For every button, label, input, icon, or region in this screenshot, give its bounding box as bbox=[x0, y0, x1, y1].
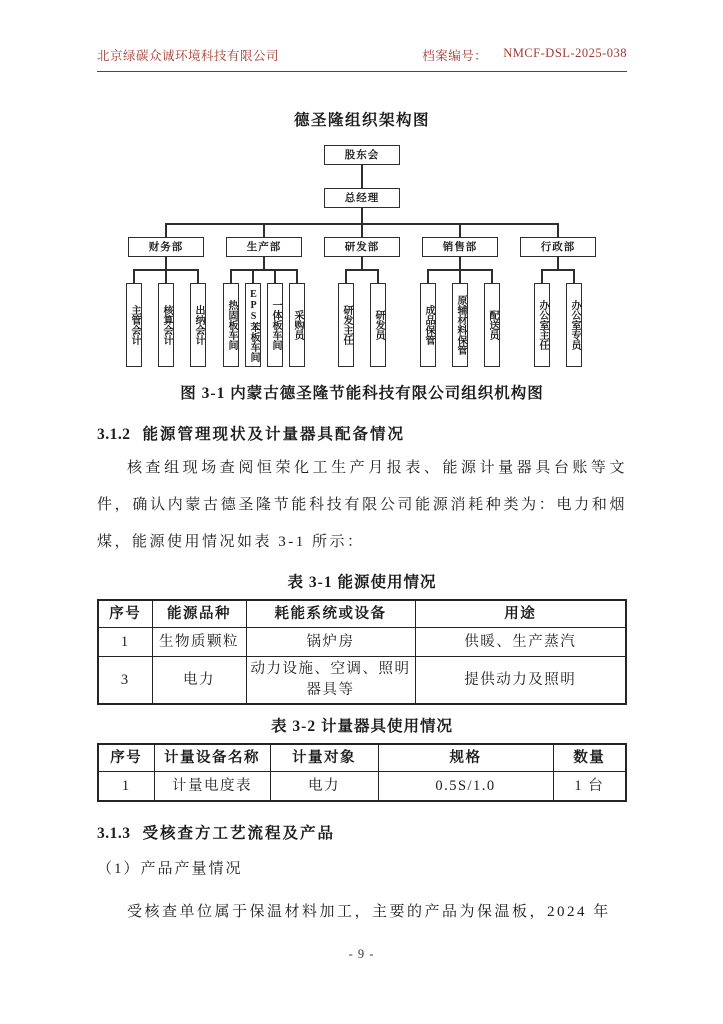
header-company-name: 北京绿碳众诚环境科技有限公司 bbox=[97, 49, 280, 63]
column-header: 用途 bbox=[415, 600, 626, 628]
table-header-row bbox=[98, 744, 626, 772]
org-dept-box: 研发部 bbox=[324, 237, 400, 257]
connector-line bbox=[361, 165, 363, 188]
org-leaf bbox=[476, 269, 508, 367]
page-content bbox=[97, 108, 627, 931]
org-leaf bbox=[182, 269, 214, 367]
section-title: 能源管理现状及计量器具配备情况 bbox=[142, 426, 406, 443]
table32-title: 表 3-2 计量器具使用情况 bbox=[271, 718, 453, 735]
table-cell: 3 bbox=[98, 657, 152, 705]
connector-line bbox=[165, 257, 167, 269]
orgchart-title: 德圣隆组织架构图 bbox=[293, 112, 430, 129]
org-node-shareholders: 股东会 bbox=[324, 145, 400, 165]
column-header: 数量 bbox=[553, 744, 626, 772]
paragraph-312: 核查组现场查阅恒荣化工生产月报表、能源计量器具台账等文件，确认内蒙古德圣隆节能科技有限公司能源消耗种类为：电力和烟煤，能源使用情况如表 3-1 所示： bbox=[97, 460, 627, 550]
section-heading-313 bbox=[97, 821, 627, 843]
org-leaf bbox=[242, 269, 264, 367]
org-leaf-box: 研发主任 bbox=[338, 283, 354, 367]
table-cell: 电力 bbox=[152, 657, 246, 705]
table-cell: 锅炉房 bbox=[246, 628, 415, 657]
connector-line bbox=[557, 257, 559, 269]
org-departments-row bbox=[97, 223, 627, 367]
table-cell: 电力 bbox=[270, 772, 378, 802]
org-leaf-box: 原辅材料保管 bbox=[452, 283, 468, 367]
org-leaf-box: 一体板车间 bbox=[267, 283, 283, 367]
org-leaf-box: 办公室专员 bbox=[566, 283, 582, 367]
connector-line bbox=[459, 257, 461, 269]
org-leaf bbox=[150, 269, 182, 367]
connector-line bbox=[361, 257, 363, 269]
column-header: 序号 bbox=[98, 744, 154, 772]
connector-line bbox=[361, 208, 363, 223]
org-dept-box: 销售部 bbox=[422, 237, 498, 257]
section-number: 3.1.3 bbox=[97, 825, 131, 842]
table-cell: 供暖、生产蒸汽 bbox=[415, 628, 626, 657]
org-dept-admin bbox=[509, 223, 607, 367]
org-leaf bbox=[444, 269, 476, 367]
org-chart bbox=[97, 145, 627, 367]
org-dept-box: 生产部 bbox=[226, 237, 302, 257]
org-node-general-manager: 总经理 bbox=[324, 188, 400, 208]
paragraph-313: 受核查单位属于保温材料加工，主要的产品为保温板，2024 年 bbox=[127, 904, 611, 920]
org-leaf bbox=[220, 269, 242, 367]
org-leaf bbox=[118, 269, 150, 367]
org-leaves bbox=[117, 269, 215, 367]
org-dept-box: 行政部 bbox=[520, 237, 596, 257]
table-cell: 1 台 bbox=[553, 772, 626, 802]
column-header: 计量设备名称 bbox=[154, 744, 270, 772]
org-leaf-box: 主管会计 bbox=[126, 283, 142, 367]
section-title: 受核查方工艺流程及产品 bbox=[142, 825, 336, 842]
table-cell: 生物质颗粒 bbox=[152, 628, 246, 657]
org-leaves bbox=[411, 269, 509, 367]
column-header: 耗能系统或设备 bbox=[246, 600, 415, 628]
table-cell: 1 bbox=[98, 628, 152, 657]
org-dept-finance bbox=[117, 223, 215, 367]
table-header-row bbox=[98, 600, 626, 628]
table31-title: 表 3-1 能源使用情况 bbox=[287, 574, 437, 591]
org-leaf-box: 研发员 bbox=[370, 283, 386, 367]
org-dept-sales bbox=[411, 223, 509, 367]
table-energy-use bbox=[97, 599, 627, 705]
connector-line bbox=[263, 257, 265, 269]
document-header bbox=[97, 46, 627, 72]
table-cell: 1 bbox=[98, 772, 154, 802]
org-leaf-box: 配送员 bbox=[484, 283, 500, 367]
header-archive bbox=[422, 46, 627, 64]
org-leaf-box: 核算会计 bbox=[158, 283, 174, 367]
org-dept-box: 财务部 bbox=[128, 237, 204, 257]
subsection-item-1: （1）产品产量情况 bbox=[97, 861, 243, 877]
org-leaf-box: 热固板车间 bbox=[223, 283, 239, 367]
section-number: 3.1.2 bbox=[97, 426, 131, 443]
column-header: 序号 bbox=[98, 600, 152, 628]
org-leaves bbox=[313, 269, 411, 367]
org-leaf bbox=[286, 269, 308, 367]
org-leaf bbox=[362, 269, 394, 367]
table-cell: 提供动力及照明 bbox=[415, 657, 626, 705]
page-number: - 9 - bbox=[348, 947, 375, 961]
table-metering-devices bbox=[97, 743, 627, 802]
org-dept-rnd bbox=[313, 223, 411, 367]
org-leaf-box: 出纳会计 bbox=[190, 283, 206, 367]
org-dept-production bbox=[215, 223, 313, 367]
org-leaf bbox=[330, 269, 362, 367]
org-leaves bbox=[509, 269, 607, 367]
org-leaf-box: 成品保管 bbox=[420, 283, 436, 367]
column-header: 计量对象 bbox=[270, 744, 378, 772]
org-leaf-box: 办公室主任 bbox=[534, 283, 550, 367]
table-cell: 动力设施、空调、照明器具等 bbox=[246, 657, 415, 705]
org-leaf bbox=[526, 269, 558, 367]
table-cell: 0.5S/1.0 bbox=[378, 772, 553, 802]
table-row bbox=[98, 628, 626, 657]
org-leaf bbox=[558, 269, 590, 367]
table-row bbox=[98, 657, 626, 705]
figure-caption: 图 3-1 内蒙古德圣隆节能科技有限公司组织机构图 bbox=[180, 385, 544, 402]
org-leaves bbox=[215, 269, 313, 367]
table-cell: 计量电度表 bbox=[154, 772, 270, 802]
table-row bbox=[98, 772, 626, 802]
org-leaf bbox=[264, 269, 286, 367]
org-leaf-box: 采购员 bbox=[289, 283, 305, 367]
section-heading-312 bbox=[97, 422, 627, 444]
archive-number: NMCF-DSL-2025-038 bbox=[503, 46, 627, 60]
column-header: 能源品种 bbox=[152, 600, 246, 628]
column-header: 规格 bbox=[378, 744, 553, 772]
archive-label: 档案编号： bbox=[422, 49, 488, 63]
org-leaf bbox=[412, 269, 444, 367]
org-leaf-box: EPS苯板车间 bbox=[245, 283, 261, 367]
